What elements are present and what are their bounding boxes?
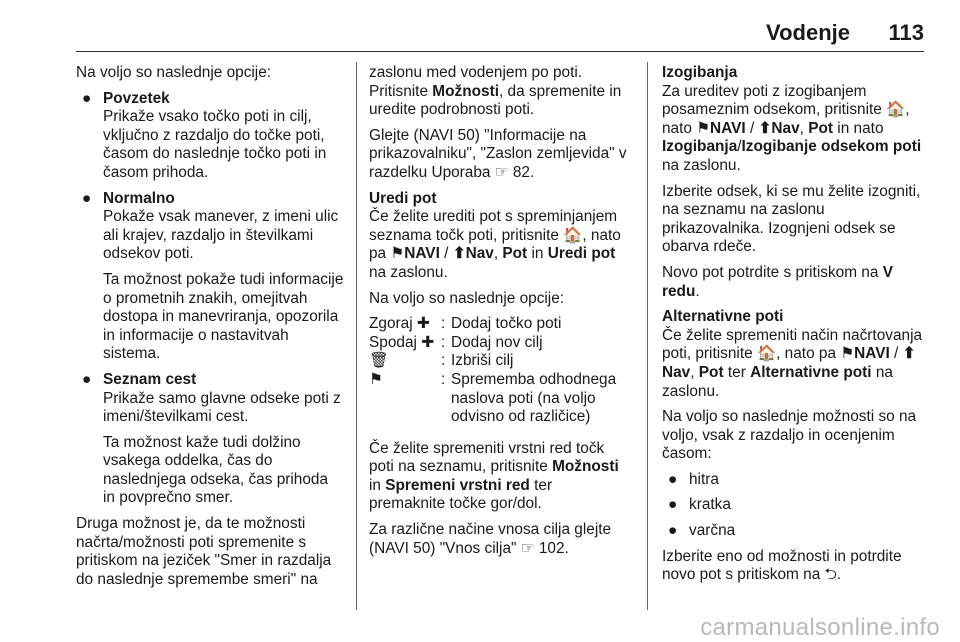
home-icon: 🏠: [563, 226, 583, 244]
paragraph: Na voljo so naslednje opcije:: [369, 289, 565, 307]
column-2: [369, 64, 631, 565]
section-heading: Izogibanja: [662, 64, 738, 81]
item-title: Normalno: [103, 189, 175, 207]
list-item: ● kratka: [668, 496, 731, 514]
watermark: carmanualsonline.info: [700, 614, 940, 642]
list-item: [76, 190, 344, 364]
paragraph: Glejte (NAVI 50) "Informacije na prikazovalniku", "Zaslon zemljevida" v razdelku Uporaba ☞ 82.: [369, 126, 627, 181]
item-text: Prikaže vsako točko poti in cilj, vključno z razdaljo do točke poti, časom do naslednje točko poti in časom prihoda.: [103, 108, 327, 181]
table-row: 🗑 : Izbriši cilj: [369, 352, 514, 370]
item-title: Seznam cest: [103, 370, 197, 388]
intro-text: Na voljo so naslednje opcije:: [76, 64, 272, 81]
list-item: ● hitra: [668, 470, 719, 488]
bullet-icon: ●: [668, 470, 678, 488]
bullet-icon: ●: [82, 370, 92, 388]
flag-icon: ⚑: [390, 245, 405, 263]
item-text: Prikaže samo glavne odseke poti z imeni/številkami cest.: [103, 389, 341, 426]
paragraph: Če želite spremeniti način načrtovanja poti, pritisnite 🏠, nato pa ⚑NAVI / ⬆Nav, Pot ter Alternativne poti na zaslonu.: [662, 326, 923, 400]
trash-icon: 🗑: [369, 352, 389, 370]
arrow-icon: ⬆: [758, 119, 772, 137]
bullet-icon: ●: [82, 89, 92, 107]
item-text: Ta možnost pokaže tudi informacije o prometnih znakih, omejitvah dostopa in manevriranja, opozorila in informacije o nastavitvah sistema.: [103, 270, 344, 363]
paragraph: Izberite eno od možnosti in potrdite novo pot s pritiskom na ⮌.: [662, 547, 902, 584]
list-item: [76, 90, 344, 183]
table-row: ⚑ : Sprememba odhodnega naslova poti (na voljo odvisno od različice): [369, 370, 617, 426]
header-rule: [76, 51, 924, 52]
paragraph: Za ureditev poti z izogibanjem posameznim odsekom, pritisnite 🏠, nato ⚑NAVI / ⬆Nav, Pot in nato Izogibanja/Izogibanje odsekom poti na zaslonu.: [662, 82, 922, 174]
home-icon: 🏠: [886, 101, 906, 119]
paragraph: Če želite spremeniti vrstni red točk poti na seznamu, pritisnite Možnosti in Spremeni vrstni red ter premaknite točke gor/dol.: [369, 439, 619, 513]
item-text: Pokaže vsak manever, z imeni ulic ali krajev, razdaljo in številkami odsekov poti.: [103, 208, 339, 263]
column-3: [662, 64, 926, 592]
table-row: Spodaj ✚ : Dodaj nov cilj: [369, 333, 543, 351]
table-row: Zgoraj ✚ : Dodaj točko poti: [369, 315, 562, 333]
list-item: [76, 371, 344, 508]
paragraph: zaslonu med vodenjem po poti. Pritisnite Možnosti, da spremenite in uredite podrobnosti poti.: [369, 64, 622, 119]
column-divider: [356, 62, 357, 610]
item-title: Povzetek: [103, 89, 170, 107]
bullet-icon: ●: [668, 522, 678, 540]
column-divider: [647, 62, 648, 610]
flag-icon: ⚑: [840, 345, 855, 363]
list-item: ● varčna: [668, 522, 736, 540]
paragraph: Na voljo so naslednje možnosti so na voljo, vsak z razdaljo in ocenjenim časom:: [662, 408, 917, 463]
paragraph: Za različne načine vnosa cilja glejte (NAVI 50) "Vnos cilja" ☞ 102.: [369, 521, 612, 557]
home-icon: 🏠: [756, 345, 777, 363]
arrow-icon: ⬆: [902, 345, 916, 363]
paragraph: Novo pot potrdite s pritiskom na V redu.: [662, 263, 893, 300]
arrow-icon: ⬆: [452, 245, 466, 263]
flag-icon: ⚑: [696, 119, 711, 137]
section-heading: Alternativne poti: [662, 308, 784, 326]
page-number: 113: [888, 20, 924, 45]
bullet-icon: ●: [668, 496, 678, 514]
column-1: [76, 64, 344, 589]
closing-text: Druga možnost je, da te možnosti načrta/možnosti poti spremenite s pritiskom na jeziček "Smer in razdalja do naslednje spremembe smeri" na: [76, 515, 332, 588]
options-table: [369, 315, 631, 427]
bullet-icon: ●: [82, 189, 92, 207]
page-header: [76, 20, 924, 48]
page-title: Vodenje: [766, 20, 850, 45]
item-text: Ta možnost kaže tudi dolžino vsakega oddelka, čas do naslednjega odseka, čas prihoda in povprečno smer.: [103, 433, 329, 507]
section-heading: Uredi pot: [369, 189, 437, 207]
paragraph: Če želite urediti pot s spreminjanjem seznama točk poti, pritisnite 🏠, nato pa ⚑NAVI / ⬆Nav, Pot in Uredi pot na zaslonu.: [369, 208, 621, 281]
paragraph: Izberite odsek, ki se mu želite izogniti, na seznamu na zaslonu prikazovalnika. Izognjeni odsek se obarva rdeče.: [662, 182, 921, 256]
flag-icon: ⚑: [369, 370, 383, 388]
